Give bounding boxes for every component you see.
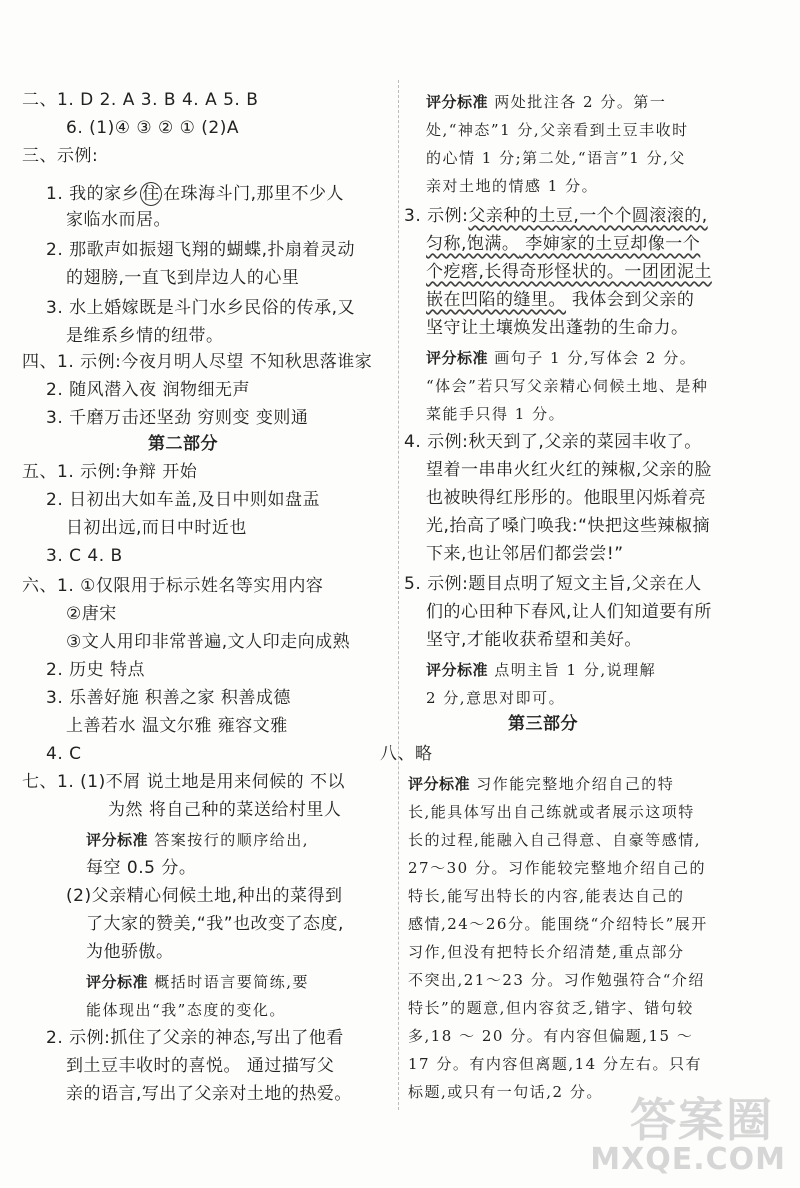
part-heading: 第三部分 bbox=[508, 714, 578, 734]
answer-line: 匀称,饱满。 李婶家的土豆却像一个 bbox=[426, 234, 701, 254]
answer-line: 四、1. 示例:今夜月明人尽望 不知秋思落谁家 bbox=[22, 352, 373, 372]
scoring-standard-text: 长,能具体写出自己练就或者展示这项特 bbox=[408, 803, 695, 821]
answer-line: ③文人用印非常普遍,文人印走向成熟 bbox=[66, 632, 351, 652]
part-heading: 第二部分 bbox=[148, 434, 218, 454]
answer-line: 日初出远,而日中时近也 bbox=[66, 518, 247, 538]
answer-line: 们的心田种下春风,让人们知道要有所 bbox=[426, 602, 712, 622]
scoring-standard-text: 长的过程,能融入自己得意、自豪等感情, bbox=[408, 831, 702, 849]
answer-line: ②唐宋 bbox=[66, 604, 117, 624]
scoring-standard-text: 感情,24～26分。能围绕“介绍特长”展开 bbox=[408, 915, 708, 933]
circled-character: 住 bbox=[140, 182, 162, 206]
answer-line: 6. (1)④ ③ ② ① (2)A bbox=[66, 118, 239, 138]
section-heading: 三、示例: bbox=[22, 146, 99, 166]
scoring-standard-text: 特长”的题意,但内容贫乏,错字、错句较 bbox=[408, 999, 694, 1017]
answer-line: 上善若水 温文尔雅 雍容文雅 bbox=[66, 716, 288, 736]
answer-line: 3. 示例:父亲种的土豆,一个个圆滚滚的, bbox=[404, 206, 708, 226]
answer-line: 望着一串串火红火红的辣椒,父亲的脸 bbox=[426, 460, 712, 480]
answer-line: 3. 千磨万击还坚劲 穷则变 变则通 bbox=[46, 408, 309, 428]
scoring-standard-text: 能体现出“我”态度的变化。 bbox=[86, 1001, 286, 1019]
scoring-standard-text: “体会”若只写父亲精心伺候土地、是种 bbox=[426, 377, 709, 395]
answer-line: 为然 将自己种的菜送给村里人 bbox=[108, 800, 342, 820]
scoring-standard-text: 亲对土地的情感 1 分。 bbox=[426, 177, 599, 195]
scoring-standard: 评分标准 画句子 1 分,写体会 2 分。 bbox=[426, 349, 697, 367]
answer-line: 也被映得红彤彤的。他眼里闪烁着亮 bbox=[426, 488, 706, 508]
answer-line: 是维系乡情的纽带。 bbox=[66, 326, 224, 346]
answer-line: 七、1. (1)不屑 说土地是用来伺候的 不以 bbox=[22, 772, 346, 792]
answer-line: 2. 那歌声如振翅飞翔的蝴蝶,扑扇着灵动 bbox=[46, 240, 356, 260]
answer-line: 为他骄傲。 bbox=[86, 942, 174, 962]
answer-line: 二、1. D 2. A 3. B 4. A 5. B bbox=[22, 90, 259, 110]
answer-line: 5. 示例:题目点明了短文主旨,父亲在人 bbox=[404, 574, 702, 594]
answer-line: 坚守让土壤焕发出蓬勃的生命力。 bbox=[426, 318, 689, 338]
answer-line: 2. 历史 特点 bbox=[46, 660, 146, 680]
scoring-standard-text: 17 分。有内容但离题,14 分左右。只有 bbox=[408, 1055, 702, 1073]
answer-line: 4. C bbox=[46, 744, 82, 764]
scoring-standard-text: 不突出,21～23 分。习作勉强符合“介绍 bbox=[408, 971, 705, 989]
scoring-standard-text: 2 分,意思对即可。 bbox=[426, 689, 566, 707]
answer-line: 下来,也让邻居们都尝尝!” bbox=[426, 544, 624, 564]
watermark bbox=[590, 1084, 794, 1184]
answer-line: 2. 日初出大如车盖,及日中则如盘盂 bbox=[46, 490, 321, 510]
watermark-url: MXQE.COM bbox=[590, 1142, 786, 1177]
scoring-standard-text: 的心情 1 分;第二处,“语言”1 分,父 bbox=[426, 149, 686, 167]
answer-line: 2. 随风潜入夜 润物细无声 bbox=[46, 380, 251, 400]
scoring-standard-text: 标题,或只有一句话,2 分。 bbox=[408, 1083, 603, 1101]
answer-line: 的翅膀,一直飞到岸边人的心里 bbox=[66, 268, 300, 288]
answer-line: 了大家的赞美,“我”也改变了态度, bbox=[86, 914, 344, 934]
scoring-standard-text: 特长,能写出特长的内容,能表达自己的 bbox=[408, 887, 685, 905]
answer-line: 家临水而居。 bbox=[66, 210, 171, 230]
scoring-standard: 评分标准 概括时语言要简练,要 bbox=[86, 973, 310, 991]
scoring-standard-text: 习作,但没有把特长介绍清楚,重点部分 bbox=[408, 943, 685, 961]
scoring-standard: 评分标准 答案按行的顺序给出, bbox=[86, 831, 310, 849]
answer-line: 六、1. ①仅限用于标示姓名等实用内容 bbox=[22, 576, 324, 596]
answer-line: 3. 乐善好施 积善之家 积善成德 bbox=[46, 688, 291, 708]
scoring-standard-text: 处,“神态”1 分,父亲看到土豆丰收时 bbox=[426, 121, 689, 139]
scoring-standard: 评分标准 习作能完整地介绍自己的特 bbox=[408, 775, 675, 793]
answer-line: (2)父亲精心伺候土地,种出的菜得到 bbox=[66, 886, 343, 906]
scoring-standard-text: 菜能手只得 1 分。 bbox=[426, 405, 566, 423]
answer-line: 亲的语言,写出了父亲对土地的热爱。 bbox=[66, 1084, 352, 1104]
answer-line: 2. 示例:抓住了父亲的神态,写出了他看 bbox=[46, 1028, 344, 1048]
scoring-standard-text: 多,18 ～ 20 分。有内容但偏题,15 ～ bbox=[408, 1027, 694, 1045]
watermark-logo-text: 答案圈 bbox=[630, 1093, 774, 1147]
answer-line: 嵌在凹陷的缝里。 我体会到父亲的 bbox=[426, 290, 695, 310]
answer-line: 每空 0.5 分。 bbox=[86, 858, 197, 878]
answer-line: 光,抬高了嗓门唤我:“快把这些辣椒摘 bbox=[426, 516, 710, 536]
answer-line: 3. C 4. B bbox=[46, 546, 123, 566]
answer-line: 4. 示例:秋天到了,父亲的菜园丰收了。 bbox=[404, 432, 702, 452]
scoring-standard-text: 27～30 分。习作能较完整地介绍自己的 bbox=[408, 859, 706, 877]
answer-line: 个疙瘩,长得奇形怪状的。一团团泥土 bbox=[426, 262, 712, 282]
answer-line: 3. 水上婚嫁既是斗门水乡民俗的传承,又 bbox=[46, 298, 356, 318]
answer-line: 1. 我的家乡 住 在珠海斗门,那里不少人 bbox=[46, 184, 345, 204]
scoring-standard: 评分标准 点明主旨 1 分,说理解 bbox=[426, 661, 657, 679]
scoring-standard: 评分标准 两处批注各 2 分。第一 bbox=[426, 93, 667, 111]
answer-line: 到土豆丰收时的喜悦。 通过描写父 bbox=[66, 1056, 335, 1076]
column-divider bbox=[398, 80, 399, 1110]
answer-line: 五、1. 示例:争辩 开始 bbox=[22, 462, 198, 482]
section-heading: 八、略 bbox=[380, 744, 433, 764]
answer-line: 坚守,才能收获希望和美好。 bbox=[426, 630, 642, 650]
